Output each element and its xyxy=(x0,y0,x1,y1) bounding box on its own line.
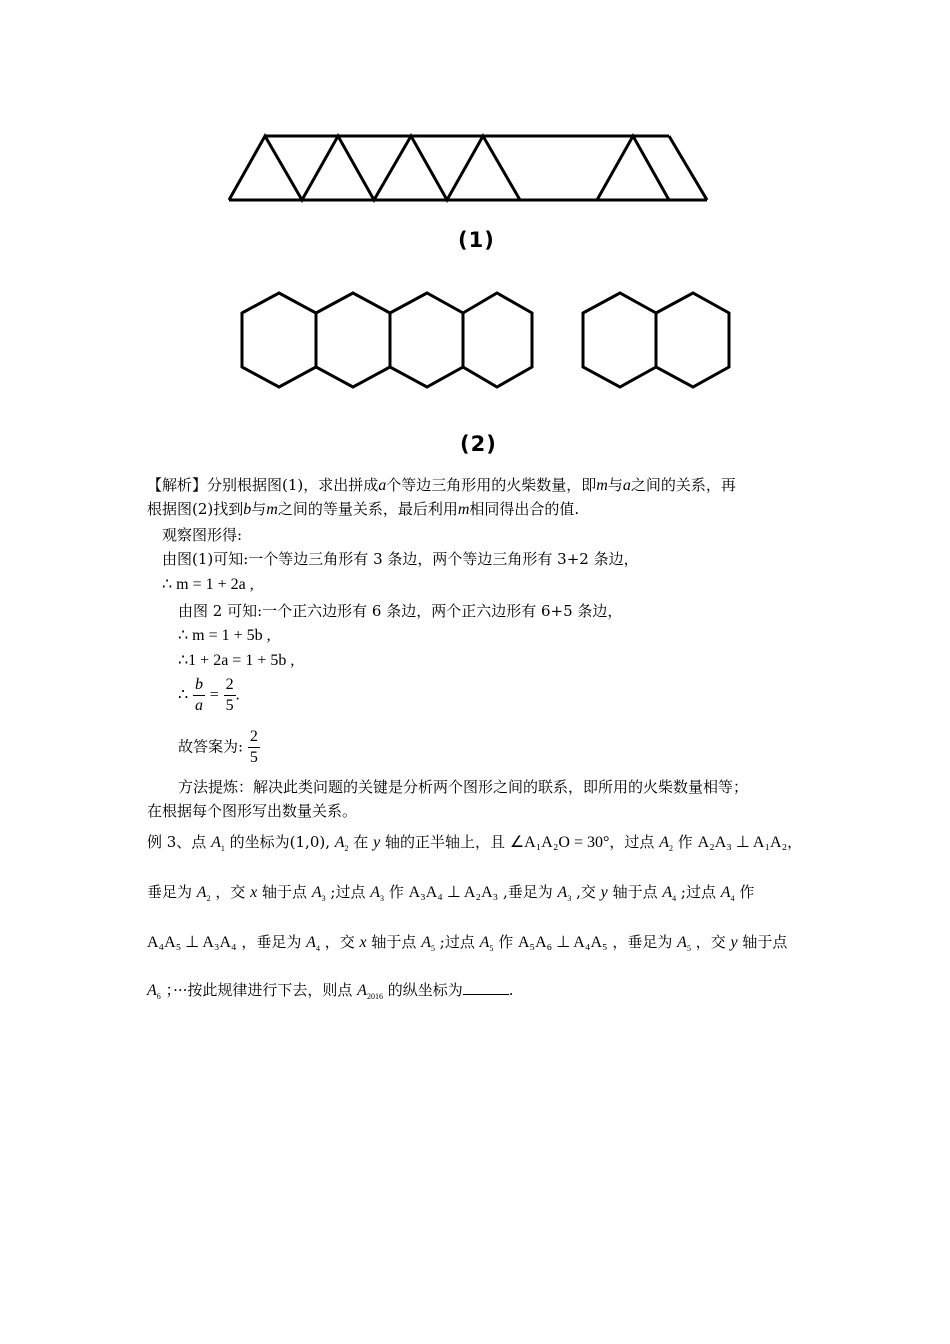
fraction-equation: ∴ $\frac{b}{a}$ = $\frac{2}{5}$ . xyxy=(178,676,240,714)
fig2-conclusion: 由图 2 可知:一个正六边形有 6 条边，两个正六边形有 6+5 条边， xyxy=(178,602,623,620)
example-line-2: 垂足为 $A_2$ ，交 x 轴于点 $A_3$ ;过点 $A_3$ 作 A₃A₄ ⊥ A₂A₃ ,垂足为 $A_3$ ,交 y 轴于点 $A_4$ ;过点 $A_4$ 作 xyxy=(147,883,755,903)
fig1-conclusion: 由图(1)可知:一个等边三角形有 3 条边，两个等边三角形有 3+2 条边， xyxy=(162,550,639,568)
hexagon-matchstick-figure xyxy=(235,285,735,395)
fraction-b-over-a: $\frac{b}{a}$ xyxy=(194,676,203,714)
analysis-line-2: 根据图(2)找到b与m之间的等量关系，最后利用m相同得出合的值. xyxy=(147,500,580,518)
method-line-1: 方法提炼：解决此类问题的关键是分析两个图形之间的联系，即所用的火柴数量相等； xyxy=(178,778,749,796)
equation-2a-5b: ∴1 + 2a = 1 + 5b , xyxy=(178,652,295,669)
example-line-3: A₄A₅ ⊥ A₃A₄ ，垂足为 $A_4$ ，交 x 轴于点 $A_5$ ;过点 $A_5$ 作 A₅A₆ ⊥ A₄A₅ ，垂足为 $A_5$ ，交 y 轴于点 xyxy=(147,933,788,953)
analysis-line-1: 【解析】分别根据图(1)，求出拼成a个等边三角形用的火柴数量，即m与a之间的关系，再 xyxy=(147,476,736,494)
figure-2-caption: (2) xyxy=(460,432,497,456)
answer-line: 故答案为: $\frac{2}{5}$ xyxy=(178,728,258,766)
figure-1-caption: (1) xyxy=(458,228,495,252)
example-line-4: $A_6$ ；···按此规律进行下去，则点 $A_{2016}$ 的纵坐标为 . xyxy=(147,981,514,1001)
triangle-matchstick-figure xyxy=(225,128,711,206)
method-line-2: 在根据每个图形写出数量关系。 xyxy=(147,802,358,820)
answer-blank[interactable] xyxy=(463,980,509,995)
fraction-2-over-5: $\frac{2}{5}$ xyxy=(225,676,234,714)
equation-m-2a: ∴ m = 1 + 2a , xyxy=(162,576,254,593)
equation-m-5b: ∴ m = 1 + 5b , xyxy=(178,627,271,644)
answer-fraction: $\frac{2}{5}$ xyxy=(249,728,258,766)
example-line-1: 例 3、点 $A_1$ 的坐标为(1,0), $A_2$ 在 y 轴的正半轴上，且 ∠A₁A₂O = 30°，过点 $A_2$ 作 A₂A₃ ⊥ A₁A₂， xyxy=(147,833,803,853)
observe-line: 观察图形得: xyxy=(162,526,243,544)
